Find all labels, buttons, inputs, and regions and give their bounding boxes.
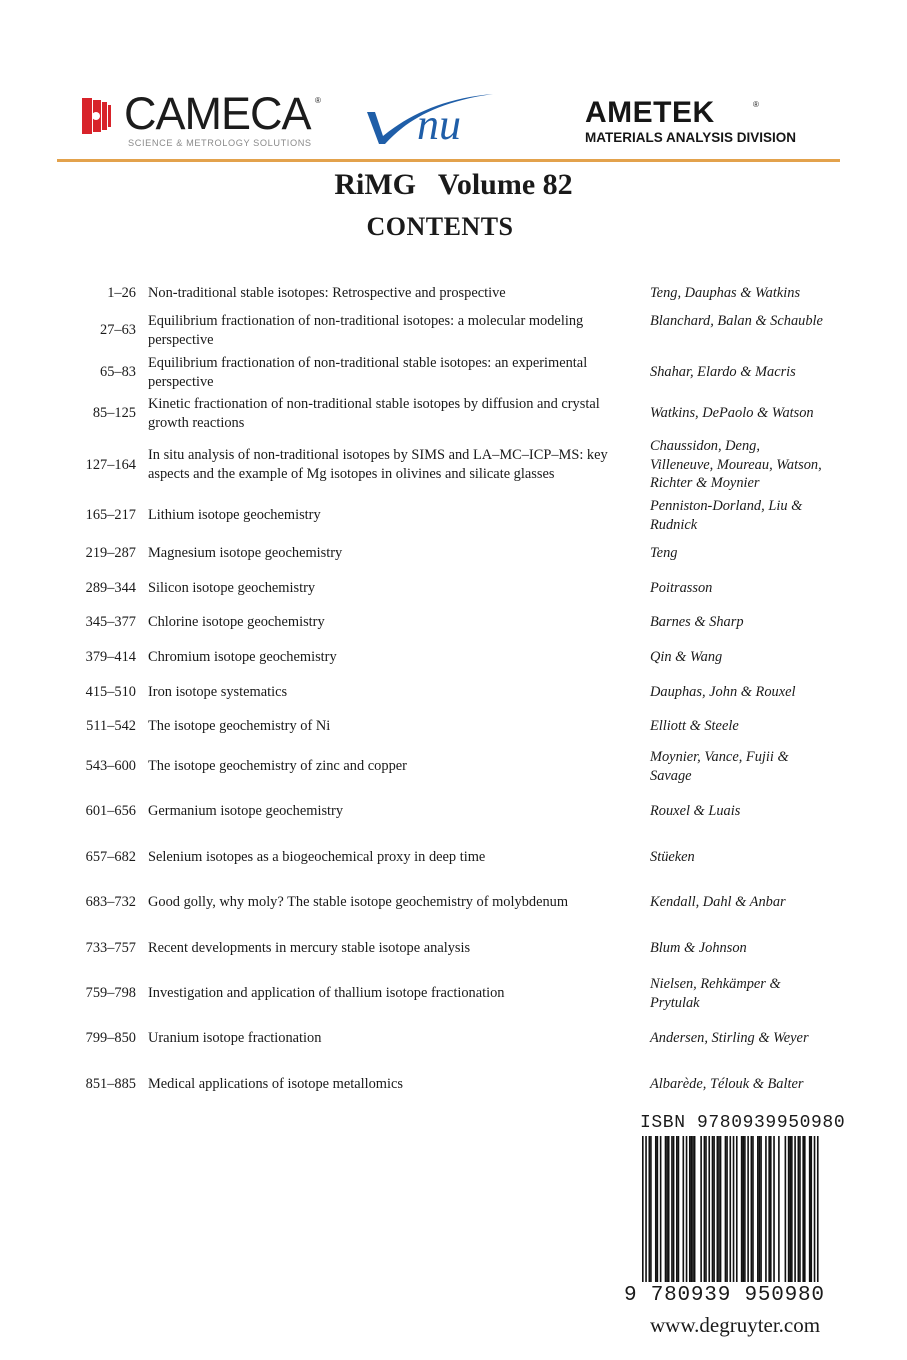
volume-title: RiMG Volume 82 [334,168,573,201]
ametek-logo [583,98,813,153]
page-range: 415–510 [85,684,136,700]
chapter-authors: Penniston-Dorland, Liu & Rudnick [650,498,803,533]
publisher-website: www.degruyter.com [650,1313,821,1337]
chapter-title: Equilibrium fractionation of non-traditional isotopes: a molecular modeling perspective [148,313,584,348]
chapter-title: The isotope geochemistry of zinc and copper [148,758,407,774]
page-range: 127–164 [85,457,136,473]
chapter-title: Equilibrium fractionation of non-traditional stable isotopes: an experimental perspective [148,355,588,390]
page-range: 85–125 [92,405,136,421]
ametek-subtitle: MATERIALS ANALYSIS DIVISION [585,130,797,145]
page-range: 379–414 [85,649,136,665]
page-range: 733–757 [85,940,136,956]
isbn-barcode [624,1136,838,1305]
cameca-registered-mark: ® [315,96,321,105]
chapter-authors: Blum & Johnson [650,940,747,956]
ametek-wordmark: AMETEK [585,96,715,129]
chapter-authors: Teng [650,545,678,561]
page-range: 65–83 [100,364,136,380]
chapter-title: Recent developments in mercury stable isotope analysis [148,940,471,956]
cameca-mark-icon [82,98,122,134]
page-range: 657–682 [85,849,136,865]
page-range: 345–377 [85,614,136,630]
chapter-authors: Teng, Dauphas & Watkins [650,285,801,301]
page-range: 851–885 [85,1076,136,1092]
chapter-authors: Chaussidon, Deng, Villeneuve, Moureau, Watson, Richter & Moynier [650,438,822,491]
page-range: 759–798 [85,985,136,1001]
cameca-logo [82,88,332,154]
nu-wordmark: nu [417,100,461,149]
chapter-authors: Watkins, DePaolo & Watson [650,405,814,421]
chapter-title: Iron isotope systematics [148,684,288,700]
page-range: 601–656 [85,803,136,819]
contents-heading: CONTENTS [366,212,514,241]
chapter-authors: Elliott & Steele [650,718,739,734]
chapter-title: In situ analysis of non-traditional isotopes by SIMS and LA–MC–ICP–MS: key aspects and the example of Mg isotopes in olivines and silicate glasses [148,447,608,482]
header-divider [57,159,840,162]
chapter-authors: Moynier, Vance, Fujii & Savage [650,749,789,784]
chapter-title: Non-traditional stable isotopes: Retrospective and prospective [148,285,506,301]
page-range: 799–850 [85,1030,136,1046]
chapter-title: Selenium isotopes as a biogeochemical proxy in deep time [148,849,486,865]
chapter-authors: Poitrasson [650,580,713,596]
ametek-registered-mark: ® [753,100,759,109]
chapter-title: Uranium isotope fractionation [148,1030,322,1046]
chapter-authors: Dauphas, John & Rouxel [650,684,796,700]
logo-bar [0,0,907,165]
chapter-authors: Albarède, Télouk & Balter [650,1076,804,1092]
cameca-subtitle: SCIENCE & METROLOGY SOLUTIONS [128,138,312,148]
chapter-authors: Blanchard, Balan & Schauble [650,313,823,329]
page-range: 289–344 [85,580,136,596]
isbn-label: ISBN 9780939950980 [640,1113,846,1133]
chapter-title: Lithium isotope geochemistry [148,507,321,523]
chapter-title: Medical applications of isotope metallomics [148,1076,403,1092]
chapter-title: The isotope geochemistry of Ni [148,718,331,734]
page-range: 511–542 [86,718,136,734]
chapter-title: Investigation and application of thallium isotope fractionation [148,985,505,1001]
chapter-title: Magnesium isotope geochemistry [148,545,343,561]
chapter-title: Silicon isotope geochemistry [148,580,316,596]
chapter-title: Germanium isotope geochemistry [148,803,344,819]
chapter-authors: Barnes & Sharp [650,614,744,630]
chapter-authors: Stüeken [650,849,695,865]
page-range: 543–600 [85,758,136,774]
page-range: 27–63 [100,322,136,338]
page-range: 165–217 [85,507,136,523]
chapter-authors: Rouxel & Luais [650,803,741,819]
cameca-wordmark: CAMECA [124,88,311,139]
chapter-authors: Kendall, Dahl & Anbar [650,894,786,910]
nu-logo [365,92,500,154]
page-range: 683–732 [85,894,136,910]
chapter-title: Kinetic fractionation of non-traditional stable isotopes by diffusion and crystal growth reactions [148,396,600,431]
barcode-bars [642,1136,819,1294]
chapter-authors: Nielsen, Rehkämper & Prytulak [650,976,781,1011]
barcode-digits: 9 780939 950980 [624,1284,824,1305]
chapter-authors: Andersen, Stirling & Weyer [650,1030,809,1046]
page-range: 219–287 [85,545,136,561]
chapter-title: Chlorine isotope geochemistry [148,614,325,630]
chapter-authors: Shahar, Elardo & Macris [650,364,796,380]
chapter-authors: Qin & Wang [650,649,723,665]
chapter-title: Good golly, why moly? The stable isotope geochemistry of molybdenum [148,894,569,910]
chapter-title: Chromium isotope geochemistry [148,649,337,665]
page-range: 1–26 [107,285,136,301]
